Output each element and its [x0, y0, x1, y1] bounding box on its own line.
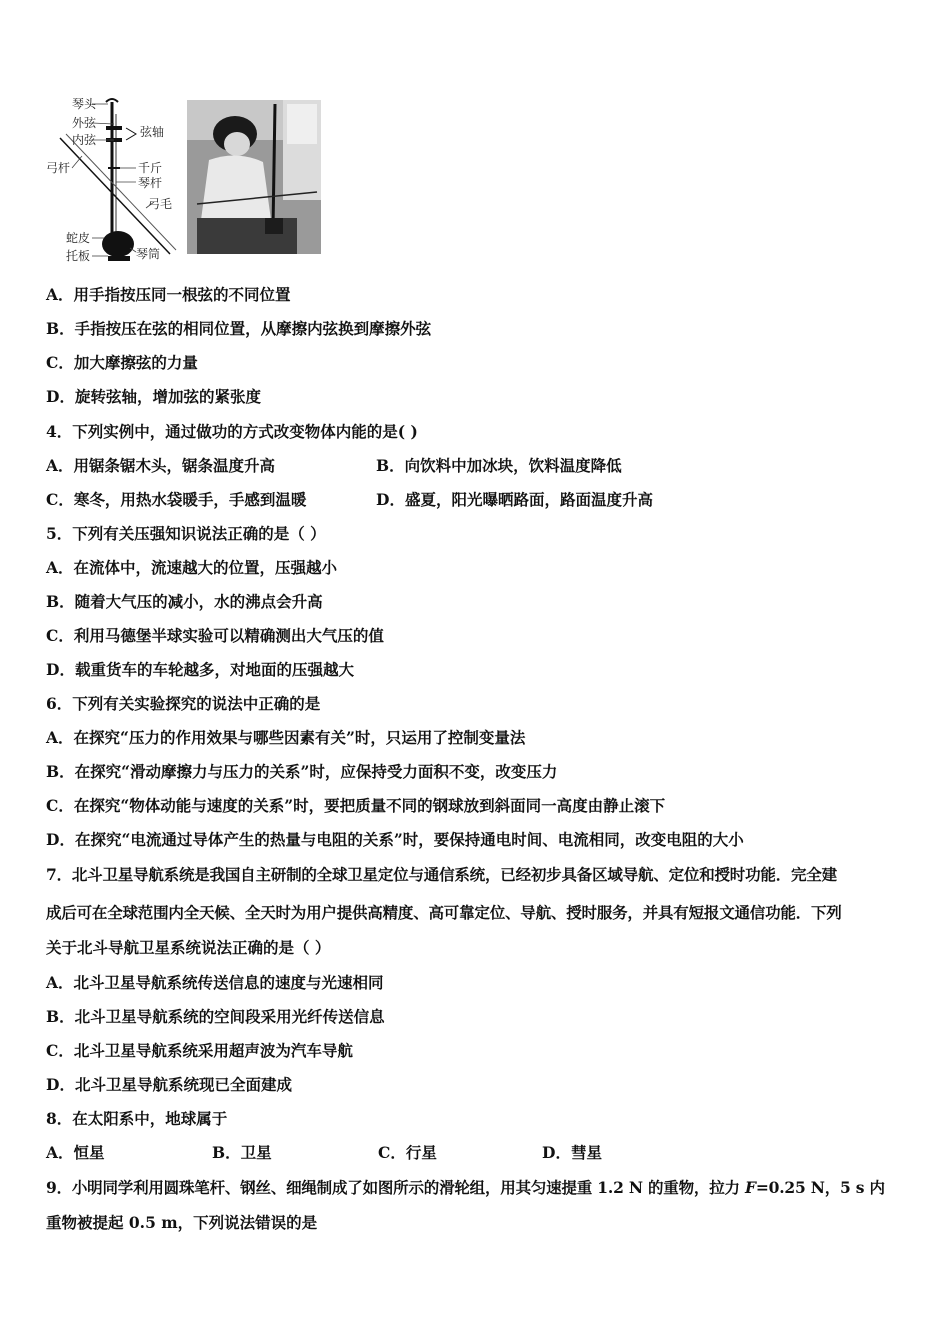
q8-option-c: C．行星 — [378, 1143, 437, 1162]
label-gongmao: 弓毛 — [148, 197, 173, 211]
q4-option-b: B．向饮料中加冰块，饮料温度降低 — [376, 456, 622, 475]
q6-option-b: B．在探究“滑动摩擦力与压力的关系”时，应保持受力面积不变，改变压力 — [46, 762, 558, 781]
q3-option-a: A．用手指按压同一根弦的不同位置 — [46, 285, 291, 304]
label-gonggan: 弓杆 — [46, 161, 71, 175]
q9-text-b: =0.25 N，5 s 内 — [755, 1178, 885, 1197]
q5-stem: 5．下列有关压强知识说法正确的是（ ） — [46, 524, 326, 543]
q3-option-c: C．加大摩擦弦的力量 — [46, 353, 198, 372]
q4-option-c: C．寒冬，用热水袋暖手，手感到温暖 — [46, 490, 307, 509]
q8-option-b: B．卫星 — [212, 1143, 272, 1162]
label-qintong: 琴筒 — [136, 247, 161, 261]
q3-option-b: B．手指按压在弦的相同位置，从摩擦内弦换到摩擦外弦 — [46, 319, 432, 338]
q5-option-b: B．随着大气压的减小，水的沸点会升高 — [46, 592, 323, 611]
erhu-figure — [46, 96, 336, 268]
label-tuoban: 托板 — [66, 249, 91, 263]
q6-option-c: C．在探究“物体动能与速度的关系”时，要把质量不同的钢球放到斜面同一高度由静止滚下 — [46, 796, 666, 815]
q7-option-a: A．北斗卫星导航系统传送信息的速度与光速相同 — [46, 973, 384, 992]
label-xianzhou: 弦轴 — [140, 125, 165, 139]
q4-option-a: A．用锯条锯木头，锯条温度升高 — [46, 456, 276, 475]
q5-option-d: D．载重货车的车轮越多，对地面的压强越大 — [46, 660, 354, 679]
label-qintou: 琴头 — [72, 97, 97, 111]
q8-option-a: A．恒星 — [46, 1143, 105, 1162]
q7-stem-line-3: 关于北斗导航卫星系统说法正确的是（ ） — [46, 938, 331, 957]
label-qianjin: 千斤 — [138, 161, 163, 175]
erhu-player-photo — [187, 100, 321, 254]
q9-text-a: 9．小明同学利用圆珠笔杆、钢丝、细绳制成了如图所示的滑轮组，用其匀速提重 1.2 N 的重物，拉力 — [46, 1178, 746, 1197]
label-neixian: 内弦 — [72, 133, 97, 147]
q6-option-a: A．在探究“压力的作用效果与哪些因素有关”时，只运用了控制变量法 — [46, 728, 526, 747]
q5-option-c: C．利用马德堡半球实验可以精确测出大气压的值 — [46, 626, 384, 645]
q7-option-c: C．北斗卫星导航系统采用超声波为汽车导航 — [46, 1041, 353, 1060]
q5-option-a: A．在流体中，流速越大的位置，压强越小 — [46, 558, 338, 577]
label-shepi: 蛇皮 — [66, 231, 91, 245]
q8-stem: 8．在太阳系中，地球属于 — [46, 1109, 228, 1128]
q6-option-d: D．在探究“电流通过导体产生的热量与电阻的关系”时，要保持通电时间、电流相同，改变电阻的大小 — [46, 830, 744, 849]
q8-option-d: D．彗星 — [542, 1143, 602, 1162]
q6-stem: 6．下列有关实验探究的说法中正确的是 — [46, 694, 321, 713]
label-waixian: 外弦 — [72, 116, 97, 130]
q9-stem-line-1 — [46, 1178, 885, 1198]
label-qingan: 琴杆 — [138, 176, 163, 190]
q7-stem-line-1: 7．北斗卫星导航系统是我国自主研制的全球卫星定位与通信系统，已经初步具备区域导航、定位和授时功能．完全建 — [46, 865, 837, 884]
q7-option-d: D．北斗卫星导航系统现已全面建成 — [46, 1075, 292, 1094]
q9-var-f: F — [745, 1178, 756, 1197]
q4-option-d: D．盛夏，阳光曝晒路面，路面温度升高 — [376, 490, 653, 509]
q7-stem-line-2: 成后可在全球范围内全天候、全天时为用户提供高精度、高可靠定位、导航、授时服务，并具有短报文通信功能．下列 — [46, 903, 842, 922]
q7-option-b: B．北斗卫星导航系统的空间段采用光纤传送信息 — [46, 1007, 385, 1026]
q4-stem: 4．下列实例中，通过做功的方式改变物体内能的是( ) — [46, 422, 418, 441]
q3-option-d: D．旋转弦轴，增加弦的紧张度 — [46, 387, 261, 406]
q9-stem-line-2: 重物被提起 0.5 m，下列说法错误的是 — [46, 1213, 318, 1232]
